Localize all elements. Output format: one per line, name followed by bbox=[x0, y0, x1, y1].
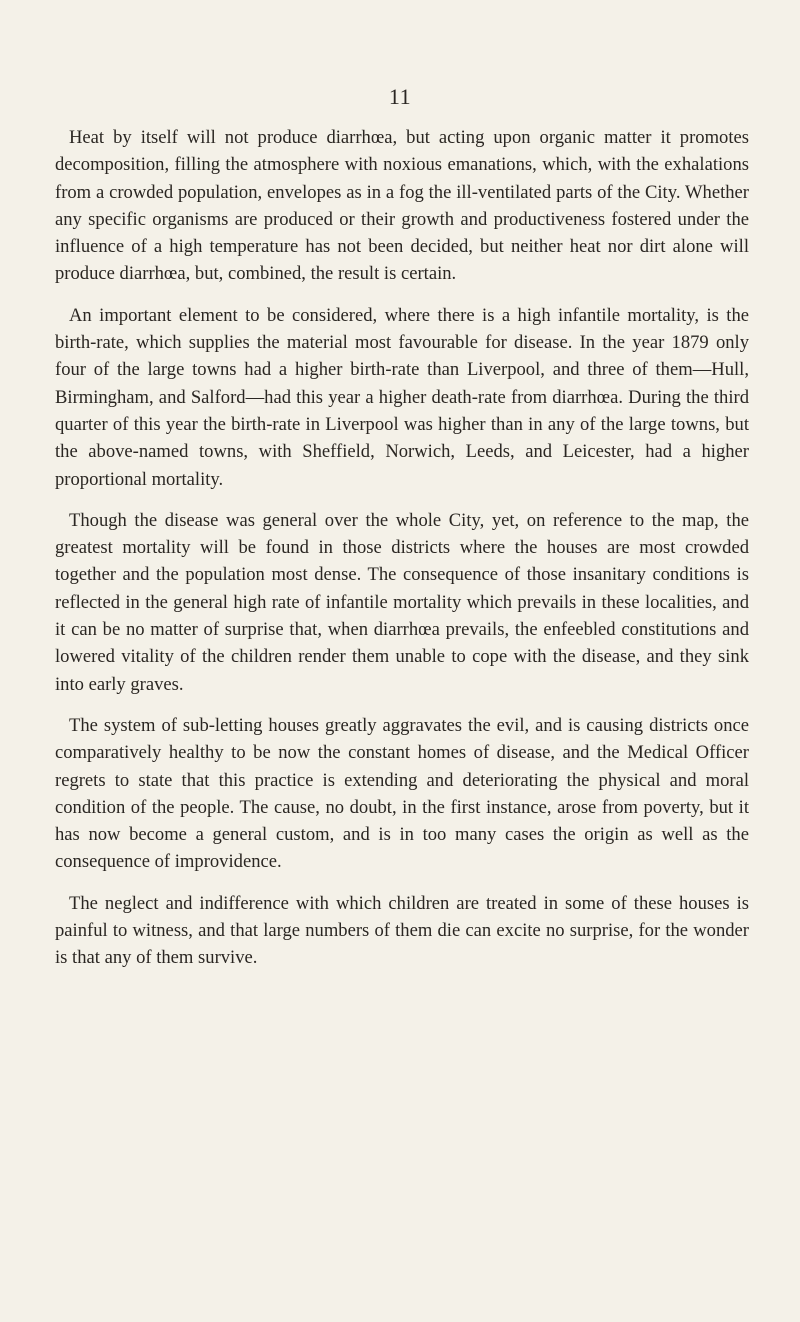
paragraph-sub-letting: The system of sub-letting houses greatly aggravates the evil, and is causing districts once comparatively healthy to be now the constant homes of disease, and the Medical Officer regrets to state that this practice is extending and deteriorating the physical and moral condition of the people. The cause, no doubt, in the first instance, arose from poverty, but it has now become a general custom, and is in too many cases the origin as well as the consequence of improvidence. bbox=[55, 714, 749, 873]
paragraph-birth-rate: An important element to be considered, where there is a high infantile mortality, is the birth-rate, which supplies the material most favourable for disease. In the year 1879 only four of the large towns had a higher birth-rate than Liverpool, and three of them—Hull, Birmingham, and Salford—had this year a higher death-rate from diarrhœa. During the third quarter of this year the birth-rate in Liverpool was higher than in any of the large towns, but the above-named towns, with Sheffield, Norwich, Leeds, and Leicester, had a higher proportional mortality. bbox=[55, 304, 749, 490]
paragraph-heat: Heat by itself will not produce diarrhœa, but acting upon organic matter it promotes decomposition, filling the atmosphere with noxious emanations, which, with the exhalations from a crowded population, envelopes as in a fog the ill-ventilated parts of the City. Whether any specific organisms are produced or their growth and productiveness fostered under the influence of a high temperature has not been decided, but neither heat nor dirt alone will produce diarrhœa, but, combined, the result is certain. bbox=[55, 127, 749, 285]
paragraph-neglect: The neglect and indifference with which children are treated in some of these houses is painful to witness, and that large numbers of them die can excite no surprise, for the wonder is that any of them survive. bbox=[55, 892, 749, 969]
body-text bbox=[55, 124, 749, 972]
page-number: 11 bbox=[388, 84, 412, 109]
paragraph-disease-distribution: Though the disease was general over the whole City, yet, on reference to the map, the greatest mortality will be found in those districts where the houses are most crowded together and the population most dense. The consequence of those insanitary conditions is reflected in the general high rate of infantile mortality which prevails in these localities, and it can be no matter of surprise that, when diarrhœa prevails, the enfeebled constitutions and lowered vitality of the children render them unable to cope with the disease, and they sink into early graves. bbox=[55, 509, 749, 695]
